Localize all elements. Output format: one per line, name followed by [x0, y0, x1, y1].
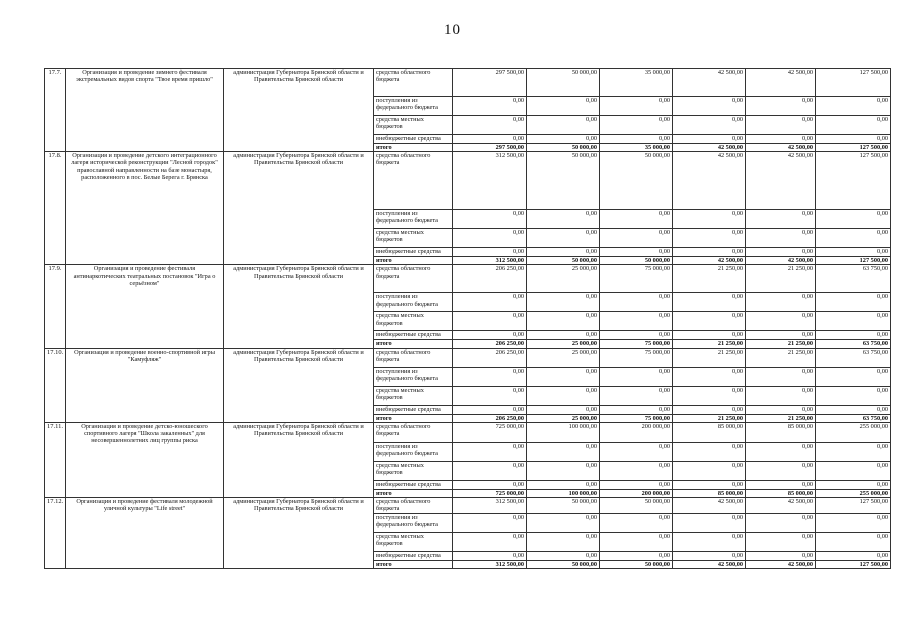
amount-year-cell: 200 000,00	[600, 489, 673, 497]
responsible-executor: администрация Губернатора Брянской области и Правительства Брянской области	[224, 265, 374, 348]
amount-year-cell: 100 000,00	[527, 422, 600, 442]
funding-source-label: средства областного бюджета	[374, 69, 453, 97]
amount-year-cell: 0,00	[746, 312, 816, 331]
funding-source-label: внебюджетные средства	[374, 331, 453, 340]
amount-year-cell: 50 000,00	[527, 560, 600, 568]
amount-year-cell: 0,00	[816, 442, 891, 461]
item-number: 17.11.	[45, 422, 66, 497]
amount-year-cell: 85 000,00	[673, 489, 746, 497]
amount-year-cell: 0,00	[527, 480, 600, 489]
event-title: Организация и проведение фестиваля молодежной уличной культуры "Life street"	[66, 498, 224, 569]
amount-total-cell: 0,00	[453, 513, 527, 532]
amount-total-cell: 297 500,00	[453, 144, 527, 152]
amount-year-cell: 0,00	[527, 293, 600, 312]
funding-row	[45, 422, 891, 442]
amount-year-cell: 21 250,00	[673, 414, 746, 422]
amount-year-cell: 85 000,00	[746, 489, 816, 497]
amount-total-cell: 297 500,00	[453, 69, 527, 97]
amount-year-cell: 0,00	[600, 312, 673, 331]
amount-year-cell: 0,00	[816, 210, 891, 229]
amount-year-cell: 75 000,00	[600, 348, 673, 367]
amount-year-cell: 0,00	[673, 135, 746, 144]
amount-total-cell: 0,00	[453, 331, 527, 340]
item-number: 17.7.	[45, 69, 66, 152]
funding-source-label: итого	[374, 257, 453, 265]
amount-year-cell: 0,00	[527, 116, 600, 135]
amount-year-cell: 0,00	[816, 461, 891, 480]
item-number: 17.8.	[45, 152, 66, 265]
amount-year-cell: 42 500,00	[673, 498, 746, 513]
amount-total-cell: 0,00	[453, 532, 527, 551]
amount-year-cell: 0,00	[816, 97, 891, 116]
amount-year-cell: 0,00	[527, 367, 600, 386]
amount-year-cell: 85 000,00	[673, 422, 746, 442]
amount-year-cell: 127 500,00	[816, 152, 891, 210]
amount-year-cell: 42 500,00	[746, 152, 816, 210]
amount-total-cell: 725 000,00	[453, 489, 527, 497]
amount-year-cell: 0,00	[673, 442, 746, 461]
amount-total-cell: 206 250,00	[453, 414, 527, 422]
amount-year-cell: 42 500,00	[673, 69, 746, 97]
amount-total-cell: 0,00	[453, 442, 527, 461]
amount-year-cell: 25 000,00	[527, 348, 600, 367]
amount-year-cell: 255 000,00	[816, 489, 891, 497]
amount-year-cell: 0,00	[746, 386, 816, 405]
amount-year-cell: 0,00	[527, 210, 600, 229]
funding-source-label: внебюджетные средства	[374, 480, 453, 489]
amount-total-cell: 0,00	[453, 386, 527, 405]
amount-year-cell: 0,00	[600, 135, 673, 144]
amount-year-cell: 0,00	[746, 116, 816, 135]
amount-year-cell: 0,00	[816, 513, 891, 532]
amount-year-cell: 21 250,00	[673, 265, 746, 293]
amount-year-cell: 0,00	[527, 135, 600, 144]
amount-year-cell: 127 500,00	[816, 144, 891, 152]
amount-year-cell: 42 500,00	[746, 498, 816, 513]
amount-year-cell: 0,00	[673, 513, 746, 532]
amount-year-cell: 0,00	[673, 248, 746, 257]
amount-total-cell: 0,00	[453, 461, 527, 480]
amount-total-cell: 725 000,00	[453, 422, 527, 442]
amount-year-cell: 0,00	[746, 461, 816, 480]
amount-total-cell: 0,00	[453, 135, 527, 144]
amount-year-cell: 50 000,00	[600, 257, 673, 265]
amount-year-cell: 0,00	[673, 116, 746, 135]
amount-year-cell: 0,00	[816, 331, 891, 340]
amount-year-cell: 0,00	[600, 293, 673, 312]
amount-year-cell: 50 000,00	[600, 152, 673, 210]
amount-year-cell: 0,00	[746, 135, 816, 144]
amount-year-cell: 0,00	[527, 331, 600, 340]
amount-year-cell: 100 000,00	[527, 489, 600, 497]
amount-year-cell: 0,00	[746, 210, 816, 229]
funding-source-label: внебюджетные средства	[374, 135, 453, 144]
amount-year-cell: 21 250,00	[746, 265, 816, 293]
amount-year-cell: 0,00	[600, 532, 673, 551]
funding-source-label: средства областного бюджета	[374, 152, 453, 210]
amount-year-cell: 255 000,00	[816, 422, 891, 442]
amount-year-cell: 42 500,00	[673, 152, 746, 210]
amount-year-cell: 0,00	[816, 248, 891, 257]
amount-year-cell: 50 000,00	[527, 498, 600, 513]
amount-year-cell: 0,00	[600, 97, 673, 116]
amount-year-cell: 0,00	[746, 331, 816, 340]
amount-year-cell: 0,00	[673, 532, 746, 551]
amount-year-cell: 0,00	[600, 405, 673, 414]
amount-year-cell: 0,00	[527, 442, 600, 461]
amount-year-cell: 0,00	[600, 461, 673, 480]
amount-year-cell: 35 000,00	[600, 69, 673, 97]
amount-total-cell: 312 500,00	[453, 152, 527, 210]
amount-year-cell: 127 500,00	[816, 560, 891, 568]
amount-year-cell: 0,00	[673, 367, 746, 386]
amount-year-cell: 0,00	[816, 480, 891, 489]
funding-row	[45, 348, 891, 367]
amount-total-cell: 312 500,00	[453, 257, 527, 265]
page-number: 10	[444, 22, 461, 38]
amount-total-cell: 312 500,00	[453, 560, 527, 568]
amount-year-cell: 0,00	[600, 116, 673, 135]
funding-source-label: средства местных бюджетов	[374, 461, 453, 480]
amount-year-cell: 0,00	[600, 248, 673, 257]
funding-row	[45, 498, 891, 513]
amount-total-cell: 0,00	[453, 405, 527, 414]
amount-year-cell: 0,00	[527, 386, 600, 405]
funding-source-label: средства областного бюджета	[374, 348, 453, 367]
amount-total-cell: 0,00	[453, 210, 527, 229]
funding-source-label: внебюджетные средства	[374, 248, 453, 257]
amount-year-cell: 0,00	[746, 513, 816, 532]
funding-source-label: средства местных бюджетов	[374, 386, 453, 405]
event-title: Организация и проведение военно-спортивной игры "Камуфляж"	[66, 348, 224, 422]
amount-year-cell: 0,00	[746, 367, 816, 386]
amount-year-cell: 0,00	[746, 97, 816, 116]
amount-year-cell: 200 000,00	[600, 422, 673, 442]
amount-year-cell: 0,00	[673, 229, 746, 248]
amount-year-cell: 42 500,00	[673, 144, 746, 152]
amount-year-cell: 63 750,00	[816, 414, 891, 422]
amount-year-cell: 42 500,00	[746, 560, 816, 568]
funding-source-label: итого	[374, 340, 453, 348]
amount-year-cell: 42 500,00	[673, 257, 746, 265]
amount-year-cell: 0,00	[600, 480, 673, 489]
amount-year-cell: 63 750,00	[816, 340, 891, 348]
amount-total-cell: 0,00	[453, 551, 527, 560]
amount-year-cell: 50 000,00	[527, 152, 600, 210]
amount-total-cell: 0,00	[453, 229, 527, 248]
amount-year-cell: 0,00	[746, 532, 816, 551]
funding-source-label: поступления из федерального бюджета	[374, 513, 453, 532]
amount-year-cell: 0,00	[673, 461, 746, 480]
amount-year-cell: 0,00	[816, 386, 891, 405]
amount-year-cell: 0,00	[746, 480, 816, 489]
amount-year-cell: 0,00	[673, 210, 746, 229]
amount-year-cell: 0,00	[816, 532, 891, 551]
amount-year-cell: 0,00	[816, 116, 891, 135]
amount-total-cell: 0,00	[453, 312, 527, 331]
amount-year-cell: 0,00	[673, 97, 746, 116]
amount-year-cell: 0,00	[600, 210, 673, 229]
funding-source-label: итого	[374, 144, 453, 152]
amount-year-cell: 42 500,00	[673, 560, 746, 568]
amount-total-cell: 0,00	[453, 97, 527, 116]
event-title: Организация и проведение детского интеграционного лагеря исторической реконструкции "Лесной городок" православной направленности на базе монастыря, расположенного в пос. Белые Берега г. Брянска	[66, 152, 224, 265]
amount-year-cell: 0,00	[600, 367, 673, 386]
amount-total-cell: 0,00	[453, 480, 527, 489]
amount-total-cell: 0,00	[453, 367, 527, 386]
amount-year-cell: 0,00	[600, 551, 673, 560]
amount-year-cell: 0,00	[673, 331, 746, 340]
amount-year-cell: 50 000,00	[527, 144, 600, 152]
amount-year-cell: 0,00	[527, 312, 600, 331]
funding-source-label: итого	[374, 414, 453, 422]
amount-year-cell: 75 000,00	[600, 340, 673, 348]
amount-year-cell: 85 000,00	[746, 422, 816, 442]
amount-year-cell: 35 000,00	[600, 144, 673, 152]
funding-source-label: итого	[374, 560, 453, 568]
funding-source-label: средства областного бюджета	[374, 265, 453, 293]
funding-source-label: поступления из федерального бюджета	[374, 293, 453, 312]
amount-total-cell: 206 250,00	[453, 340, 527, 348]
amount-year-cell: 0,00	[746, 229, 816, 248]
amount-year-cell: 0,00	[746, 442, 816, 461]
amount-year-cell: 0,00	[600, 331, 673, 340]
amount-total-cell: 312 500,00	[453, 498, 527, 513]
funding-source-label: поступления из федерального бюджета	[374, 210, 453, 229]
amount-year-cell: 0,00	[600, 513, 673, 532]
amount-year-cell: 0,00	[527, 229, 600, 248]
amount-year-cell: 0,00	[673, 312, 746, 331]
amount-year-cell: 0,00	[746, 248, 816, 257]
amount-year-cell: 0,00	[816, 135, 891, 144]
funding-source-label: средства местных бюджетов	[374, 116, 453, 135]
amount-year-cell: 42 500,00	[746, 257, 816, 265]
amount-year-cell: 0,00	[600, 442, 673, 461]
item-number: 17.10.	[45, 348, 66, 422]
responsible-executor: администрация Губернатора Брянской области и Правительства Брянской области	[224, 69, 374, 152]
amount-year-cell: 0,00	[673, 293, 746, 312]
amount-year-cell: 0,00	[816, 367, 891, 386]
amount-year-cell: 21 250,00	[746, 340, 816, 348]
amount-total-cell: 0,00	[453, 293, 527, 312]
funding-source-label: средства областного бюджета	[374, 498, 453, 513]
amount-year-cell: 0,00	[816, 405, 891, 414]
amount-year-cell: 0,00	[816, 551, 891, 560]
event-title: Организация и проведение зимнего фестиваля экстремальных видов спорта "Твое время пришло"	[66, 69, 224, 152]
amount-year-cell: 0,00	[816, 229, 891, 248]
funding-source-label: поступления из федерального бюджета	[374, 97, 453, 116]
budget-table	[44, 68, 891, 569]
amount-year-cell: 0,00	[527, 97, 600, 116]
item-number: 17.12.	[45, 498, 66, 569]
amount-year-cell: 0,00	[600, 229, 673, 248]
amount-year-cell: 127 500,00	[816, 69, 891, 97]
funding-source-label: средства местных бюджетов	[374, 229, 453, 248]
funding-row	[45, 152, 891, 210]
funding-source-label: поступления из федерального бюджета	[374, 442, 453, 461]
amount-total-cell: 206 250,00	[453, 265, 527, 293]
amount-year-cell: 0,00	[816, 312, 891, 331]
amount-year-cell: 21 250,00	[746, 348, 816, 367]
amount-year-cell: 63 750,00	[816, 348, 891, 367]
amount-year-cell: 0,00	[527, 248, 600, 257]
funding-source-label: внебюджетные средства	[374, 405, 453, 414]
amount-year-cell: 0,00	[746, 293, 816, 312]
amount-year-cell: 21 250,00	[673, 340, 746, 348]
event-title: Организация и проведение фестиваля антинаркотических театральных постановок "Игра о серьёзном"	[66, 265, 224, 348]
amount-total-cell: 0,00	[453, 116, 527, 135]
amount-year-cell: 42 500,00	[746, 144, 816, 152]
funding-source-label: итого	[374, 489, 453, 497]
funding-source-label: средства местных бюджетов	[374, 532, 453, 551]
budget-table-body	[45, 69, 891, 569]
amount-year-cell: 63 750,00	[816, 265, 891, 293]
event-title: Организация и проведение детско-юношеского спортивного лагеря "Школа закаленных" для несовершеннолетних лиц группы риска	[66, 422, 224, 497]
amount-year-cell: 50 000,00	[600, 498, 673, 513]
funding-source-label: средства областного бюджета	[374, 422, 453, 442]
amount-total-cell: 206 250,00	[453, 348, 527, 367]
amount-year-cell: 25 000,00	[527, 265, 600, 293]
amount-year-cell: 25 000,00	[527, 414, 600, 422]
amount-year-cell: 21 250,00	[746, 414, 816, 422]
amount-year-cell: 0,00	[816, 293, 891, 312]
amount-year-cell: 75 000,00	[600, 265, 673, 293]
funding-source-label: внебюджетные средства	[374, 551, 453, 560]
responsible-executor: администрация Губернатора Брянской области и Правительства Брянской области	[224, 498, 374, 569]
amount-total-cell: 0,00	[453, 248, 527, 257]
amount-year-cell: 42 500,00	[746, 69, 816, 97]
amount-year-cell: 25 000,00	[527, 340, 600, 348]
responsible-executor: администрация Губернатора Брянской области и Правительства Брянской области	[224, 152, 374, 265]
amount-year-cell: 0,00	[527, 405, 600, 414]
amount-year-cell: 0,00	[527, 461, 600, 480]
amount-year-cell: 0,00	[673, 480, 746, 489]
amount-year-cell: 127 500,00	[816, 257, 891, 265]
item-number: 17.9.	[45, 265, 66, 348]
amount-year-cell: 0,00	[600, 386, 673, 405]
amount-year-cell: 127 500,00	[816, 498, 891, 513]
amount-year-cell: 0,00	[673, 386, 746, 405]
amount-year-cell: 0,00	[673, 405, 746, 414]
amount-year-cell: 0,00	[746, 551, 816, 560]
funding-row	[45, 69, 891, 97]
amount-year-cell: 0,00	[527, 513, 600, 532]
amount-year-cell: 50 000,00	[527, 69, 600, 97]
amount-year-cell: 0,00	[746, 405, 816, 414]
funding-source-label: поступления из федерального бюджета	[374, 367, 453, 386]
amount-year-cell: 75 000,00	[600, 414, 673, 422]
funding-row	[45, 265, 891, 293]
amount-year-cell: 0,00	[673, 551, 746, 560]
funding-source-label: средства местных бюджетов	[374, 312, 453, 331]
amount-year-cell: 0,00	[527, 532, 600, 551]
responsible-executor: администрация Губернатора Брянской области и Правительства Брянской области	[224, 348, 374, 422]
responsible-executor: администрация Губернатора Брянской области и Правительства Брянской области	[224, 422, 374, 497]
amount-year-cell: 0,00	[527, 551, 600, 560]
amount-year-cell: 50 000,00	[600, 560, 673, 568]
amount-year-cell: 21 250,00	[673, 348, 746, 367]
amount-year-cell: 50 000,00	[527, 257, 600, 265]
